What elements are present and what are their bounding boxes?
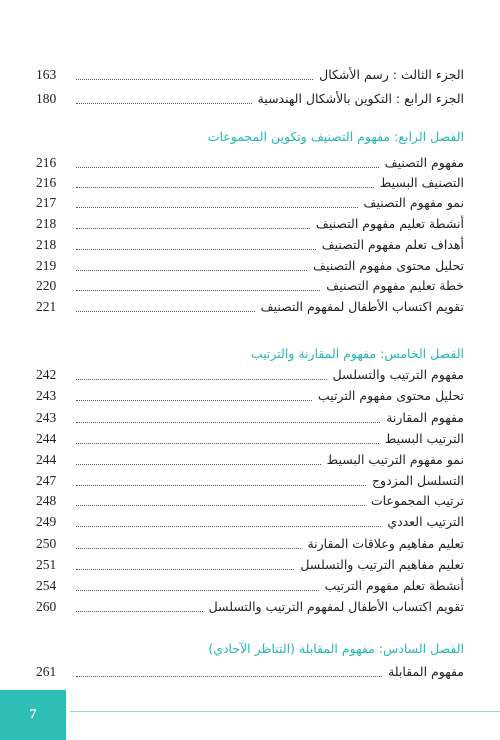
- dot-leader: [76, 270, 307, 271]
- toc-entry-label: الجزء الرابع : التكوين بالأشكال الهندسية: [257, 91, 464, 106]
- toc-entry-label: تعليم مفاهيم الترتيب والتسلسل: [300, 557, 464, 572]
- toc-entry-label: نمو مفهوم التصنيف: [363, 195, 464, 210]
- dot-leader: [76, 400, 312, 401]
- toc-page-number: 254: [36, 578, 57, 593]
- toc-entry[interactable]: [36, 447, 464, 469]
- dot-leader: [76, 443, 379, 444]
- dot-leader: [76, 311, 255, 312]
- toc-page-number: 216: [36, 155, 57, 170]
- toc-entry[interactable]: [36, 232, 464, 254]
- toc-entry-label: تحليل محتوى مفهوم الترتيب: [317, 388, 464, 403]
- toc-entry-label: أنشطة تعليم مفهوم التصنيف: [315, 216, 464, 231]
- toc-page-number: 243: [36, 410, 57, 425]
- toc-page-number: 220: [36, 278, 57, 293]
- dot-leader: [76, 167, 379, 168]
- toc-page-number: 247: [36, 473, 57, 488]
- toc-page-number: 221: [36, 299, 57, 314]
- dot-leader: [76, 187, 374, 188]
- toc-page-number: 244: [36, 431, 57, 446]
- toc-entry[interactable]: [36, 426, 464, 448]
- toc-page-number: 243: [36, 388, 57, 403]
- toc-entry-label: مفهوم المقابلة: [388, 664, 464, 679]
- toc-entry[interactable]: [36, 294, 464, 316]
- toc-entry-label: أنشطة تعلم مفهوم الترتيب: [324, 578, 464, 593]
- chapter-heading: الفصل الخامس: مفهوم المقارنة والترتيب: [250, 346, 464, 361]
- dot-leader: [76, 249, 316, 250]
- dot-leader: [76, 548, 301, 549]
- toc-entry[interactable]: [36, 150, 464, 172]
- dot-leader: [76, 485, 366, 486]
- toc-page-number: 260: [36, 599, 57, 614]
- page-number-tab: [0, 690, 66, 740]
- toc-page-number: 163: [36, 67, 57, 82]
- toc-page-number: 217: [36, 195, 57, 210]
- page-number: 7: [29, 707, 37, 722]
- toc-entry[interactable]: [36, 509, 464, 531]
- toc-page-number: 261: [36, 664, 57, 679]
- dot-leader: [76, 569, 294, 570]
- toc-page-number: 251: [36, 557, 57, 572]
- dot-leader: [76, 505, 365, 506]
- toc-entry[interactable]: [36, 573, 464, 595]
- dot-leader: [76, 464, 321, 465]
- toc-entry[interactable]: [36, 552, 464, 574]
- toc-entry[interactable]: [36, 594, 464, 616]
- toc-entry[interactable]: [36, 659, 464, 681]
- toc-entry-label: تقويم اكتساب الأطفال لمفهوم التصنيف: [260, 299, 464, 314]
- toc-entry[interactable]: [36, 488, 464, 510]
- chapter-heading: الفصل السادس: مفهوم المقابلة (التناظر الآحادي): [208, 641, 464, 656]
- toc-entry-label: تحليل محتوى مفهوم التصنيف: [313, 258, 464, 273]
- dot-leader: [76, 379, 327, 380]
- toc-page-number: 218: [36, 216, 57, 231]
- toc-page-number: 249: [36, 514, 57, 529]
- dot-leader: [76, 590, 319, 591]
- toc-page-number: 250: [36, 536, 57, 551]
- toc-entry[interactable]: [36, 211, 464, 233]
- toc-entry[interactable]: [36, 253, 464, 275]
- toc-entry-label: مفهوم المقارنة: [386, 410, 464, 425]
- toc-page-number: 218: [36, 237, 57, 252]
- toc-page-number: 180: [36, 91, 57, 106]
- toc-entry[interactable]: [36, 86, 464, 108]
- dot-leader: [76, 611, 203, 612]
- toc-page-number: 242: [36, 367, 57, 382]
- bottom-rule: [70, 711, 500, 712]
- toc-entry[interactable]: [36, 62, 464, 84]
- toc-entry[interactable]: [36, 273, 464, 295]
- toc-page-number: 244: [36, 452, 57, 467]
- toc-entry-label: أهداف تعلم مفهوم التصنيف: [321, 237, 464, 252]
- dot-leader: [76, 228, 310, 229]
- toc-entry-label: الترتيب البسيط: [384, 431, 464, 446]
- dot-leader: [76, 103, 252, 104]
- toc-entry-label: التسلسل المزدوج: [371, 473, 464, 488]
- toc-entry-label: مفهوم الترتيب والتسلسل: [332, 367, 464, 382]
- toc-entry[interactable]: [36, 383, 464, 405]
- toc-entry-label: التصنيف البسيط: [379, 175, 464, 190]
- toc-entry[interactable]: [36, 531, 464, 553]
- toc-entry-label: ترتيب المجموعات: [370, 493, 464, 508]
- toc-page-number: 248: [36, 493, 57, 508]
- dot-leader: [76, 207, 358, 208]
- toc-entry-label: خطة تعليم مفهوم التصنيف: [326, 278, 464, 293]
- dot-leader: [76, 290, 320, 291]
- toc-entry-label: الترتيب العددي: [387, 514, 464, 529]
- toc-entry-label: نمو مفهوم الترتيب البسيط: [326, 452, 464, 467]
- chapter-heading: الفصل الرابع: مفهوم التصنيف وتكوين المجموعات: [207, 129, 464, 144]
- dot-leader: [76, 526, 381, 527]
- toc-entry-label: تقويم اكتساب الأطفال لمفهوم الترتيب والتسلسل: [208, 599, 464, 614]
- toc-entry[interactable]: [36, 170, 464, 192]
- toc-page-number: 216: [36, 175, 57, 190]
- dot-leader: [76, 676, 382, 677]
- dot-leader: [76, 79, 313, 80]
- toc-page-number: 219: [36, 258, 57, 273]
- dot-leader: [76, 422, 380, 423]
- toc-entry[interactable]: [36, 362, 464, 384]
- toc-entry[interactable]: [36, 405, 464, 427]
- toc-entry[interactable]: [36, 190, 464, 212]
- toc-entry[interactable]: [36, 468, 464, 490]
- toc-entry-label: تعليم مفاهيم وعلاقات المقارنة: [307, 536, 464, 551]
- toc-entry-label: الجزء الثالث : رسم الأشكال: [319, 67, 464, 82]
- toc-entry-label: مفهوم التصنيف: [384, 155, 464, 170]
